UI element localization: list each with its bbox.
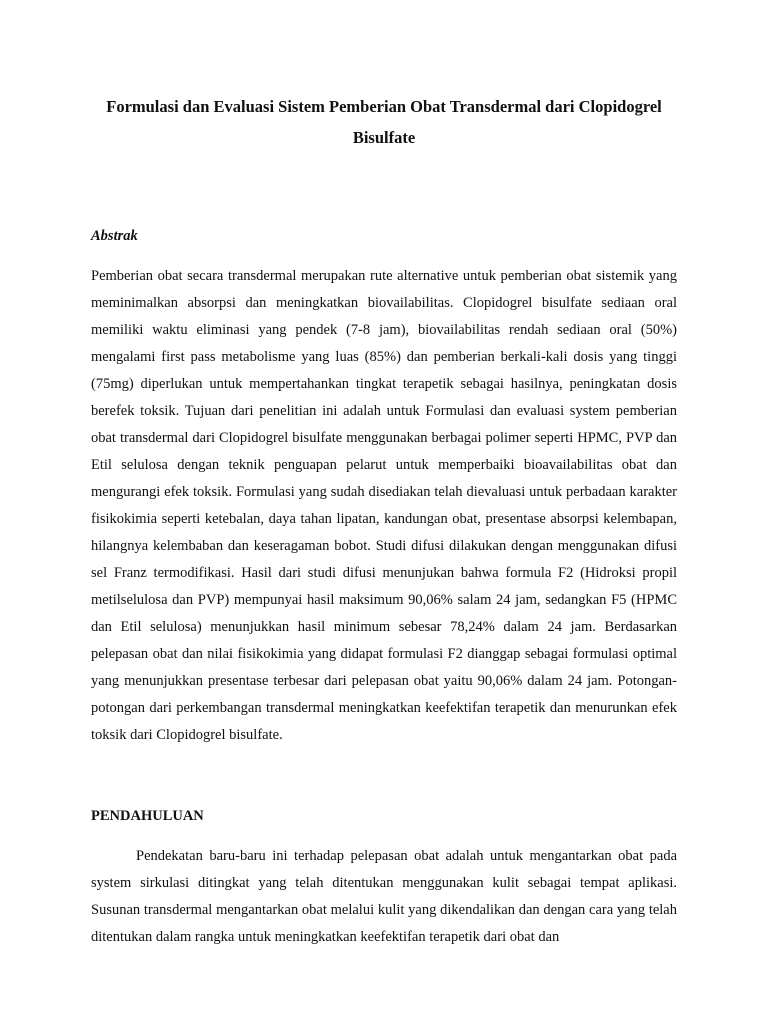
document-title: Formulasi dan Evaluasi Sistem Pemberian Obat Transdermal dari Clopidogrel Bisulfate: [106, 97, 662, 147]
intro-paragraph: Pendekatan baru-baru ini terhadap pelepasan obat adalah untuk mengantarkan obat pada system sirkulasi ditingkat yang telah ditentukan menggunakan kulit sebagai tempat aplikasi. Susunan transdermal mengantarkan obat melalui kulit yang dikendalikan dan dengan cara yang telah ditentukan dalam rangka untuk meningkatkan keefektifan terapetik dari obat dan: [91, 848, 677, 945]
abstract-heading: Abstrak: [91, 228, 138, 244]
abstract-paragraph: Pemberian obat secara transdermal merupakan rute alternative untuk pemberian obat sistemik yang meminimalkan absorpsi dan meningkatkan biovailabilitas. Clopidogrel bisulfate sediaan oral memiliki waktu eliminasi yang pendek (7-8 jam), biovailabilitas rendah sediaan oral (50%) mengalami first pass metabolisme yang luas (85%) dan pemberian berkali-kali dosis yang tinggi (75mg) diperlukan untuk mempertahankan tingkat terapetik sebagai hasilnya, peningkatan dosis berefek toksik. Tujuan dari penelitian ini adalah untuk Formulasi dan evaluasi system pemberian obat transdermal dari Clopidogrel bisulfate menggunakan berbagai polimer seperti HPMC, PVP dan Etil selulosa dengan teknik penguapan pelarut untuk memperbaiki bioavailabilitas obat dan mengurangi efek toksik. Formulasi yang sudah disediakan telah dievaluasi untuk perbadaan karakter fisikokimia seperti ketebalan, daya tahan lipatan, kandungan obat, presentase absorpsi kelembapan, hilangnya kelembaban dan keseragaman bobot. Studi difusi dilakukan dengan menggunakan difusi sel Franz termodifikasi. Hasil dari studi difusi menunjukan bahwa formula F2 (Hidroksi propil metilselulosa dan PVP) mempunyai hasil maksimum 90,06% salam 24 jam, sedangkan F5 (HPMC dan Etil selulosa) menunjukkan hasil minimum sebesar 78,24% dalam 24 jam. Berdasarkan pelepasan obat dan nilai fisikokimia yang didapat formulasi F2 dianggap sebagai formulasi optimal yang menunjukkan presentase terbesar dari pelepasan obat yaitu 90,06% dalam 24 jam. Potongan-potongan dari perkembangan transdermal meningkatkan keefektifan terapetik dan menurunkan efek toksik dari Clopidogrel bisulfate.: [91, 268, 677, 743]
section-heading-pendahuluan: PENDAHULUAN: [91, 808, 204, 824]
